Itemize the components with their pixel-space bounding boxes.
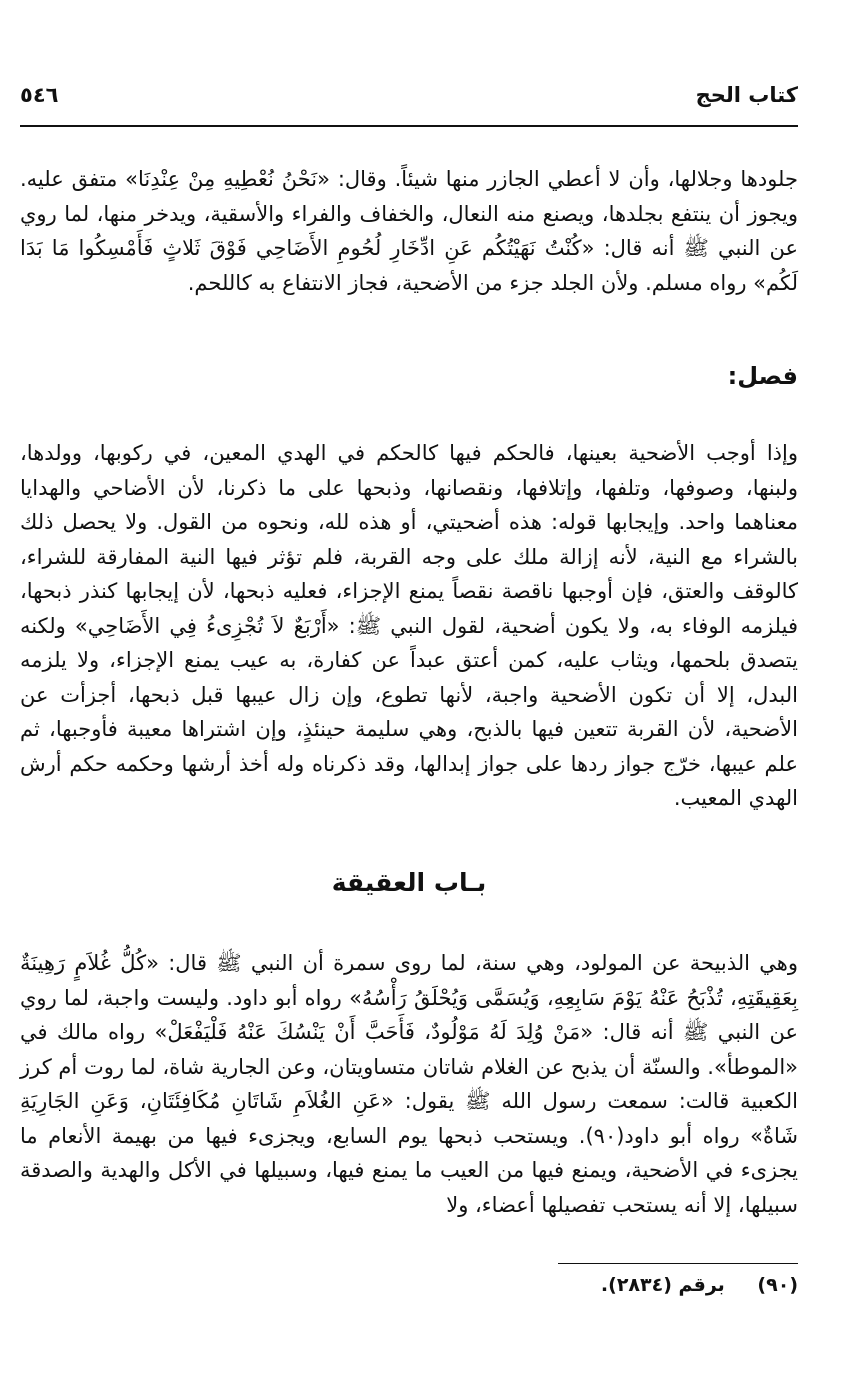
paragraph: وإذا أوجب الأضحية بعينها، فالحكم فيها كالحكم في الهدي المعين، في ركوبها، وولدها، ولبنها، وصوفها، وتلفها، وإتلافها، ونقصانها، وذبحها على ما ذكرنا، لأن الأضاحي والهدايا معناهما واحد. وإيجابها قوله: هذه أضحيتي، أو هذه لله، ونحوه من القول. ولا يحصل ذلك بالشراء مع النية، لأنه إزالة ملك على وجه القربة، فلم تؤثر فيها النية المفارقة للشراء، كالوقف والعتق، فإن أوجبها ناقصة نقصاً يمنع الإجزاء، فعليه ذبحها، لأن إيجابها كنذر ذبحها، فيلزمه الوفاء به، ولا يكون أضحية، لقول النبي ﷺ: «أَرْبَعٌ لاَ تُجْزِىءُ فِي الأَضَاحِي» ولكنه يتصدق بلحمها، ويثاب عليه، كمن أعتق عبداً عن كفارة، به عيب يمنع الإجزاء، ولا يلزمه البدل، إلا أن تكون الأضحية واجبة، لأنها تطوع، وإن زال عيبها قبل ذبحها، أجزأت عن الأضحية، لأن القربة تتعين فيها بالذبح، وهي سليمة حينئذٍ، وإن اشتراها معيبة فأوجبها، ثم علم عيبها، خرّج جواز ردها على جواز إبدالها، وقد ذكرناه وله أخذ أرشها وحكمه حكم أرش الهدي المعيب.	[20, 441, 798, 810]
paragraph: وهي الذبيحة عن المولود، وهي سنة، لما روى سمرة أن النبي ﷺ قال: «كُلُّ غُلاَمٍ رَهِينَةٌ بِعَقِيقَتِهِ، تُذْبَحُ عَنْهُ يَوْمَ سَابِعِهِ، وَيُسَمَّى وَيُحْلَقُ رَأْسُهُ» رواه أبو داود. وليست واجبة، لما روي عن النبي ﷺ أنه قال: «مَنْ وُلِدَ لَهُ مَوْلُودٌ، فَأَحَبَّ أَنْ يَنْسُكَ عَنْهُ فَلْيَفْعَلْ» رواه مالك في «الموطأ». والسنّة أن يذبح عن الغلام شاتان متساويتان، وعن الجارية شاة، لما روت أم كرز الكعبية قالت: سمعت رسول الله ﷺ يقول: «عَنِ الغُلاَمِ شَاتَانِ مُكَافِئَتَانِ، وَعَنِ الجَارِيَةِ شَاةٌ» رواه أبو داود(٩٠). ويستحب ذبحها يوم السابع، ويجزىء فيها من بهيمة الأنعام ما يجزىء في الأضحية، ويمنع فيها من العيب ما يمنع فيها، وسبيلها في الأكل والهدية والصدقة سبيلها، إلا أنه يستحب تفصيلها أعضاء، ولا	[20, 951, 798, 1217]
section-heading: فصل:	[727, 362, 798, 390]
page-header	[20, 70, 798, 120]
chapter-heading: بـاب العقيقة	[331, 868, 487, 897]
paragraph: جلودها وجلالها، وأن لا أعطي الجازر منها شيئاً. وقال: «نَحْنُ نُعْطِيهِ مِنْ عِنْدِنَا» متفق عليه. ويجوز أن ينتفع بجلدها، ويصنع منه النعال، والخفاف والفراء والأسقية، ويدخر منها، لما روي عن النبي ﷺ أنه قال: «كُنْتُ نَهَيْتُكُم عَنِ ادِّخَارِ لُحُومِ الأَضَاحِي فَوْقَ ثَلاثٍ فَأَمْسِكُوا مَا بَدَا لَكُم» رواه مسلم. ولأن الجلد جزء من الأضحية، فجاز الانتفاع به كاللحم.	[20, 167, 798, 295]
footnote	[601, 1274, 798, 1296]
footnote-divider	[558, 1263, 798, 1264]
header-divider	[20, 125, 798, 127]
footnote-number: (٩٠)	[757, 1274, 798, 1296]
book-title: كتاب الحج	[695, 83, 798, 107]
footnote-text: برقم (٢٨٣٤).	[600, 1274, 725, 1296]
page-number: ٥٤٦	[20, 83, 59, 107]
